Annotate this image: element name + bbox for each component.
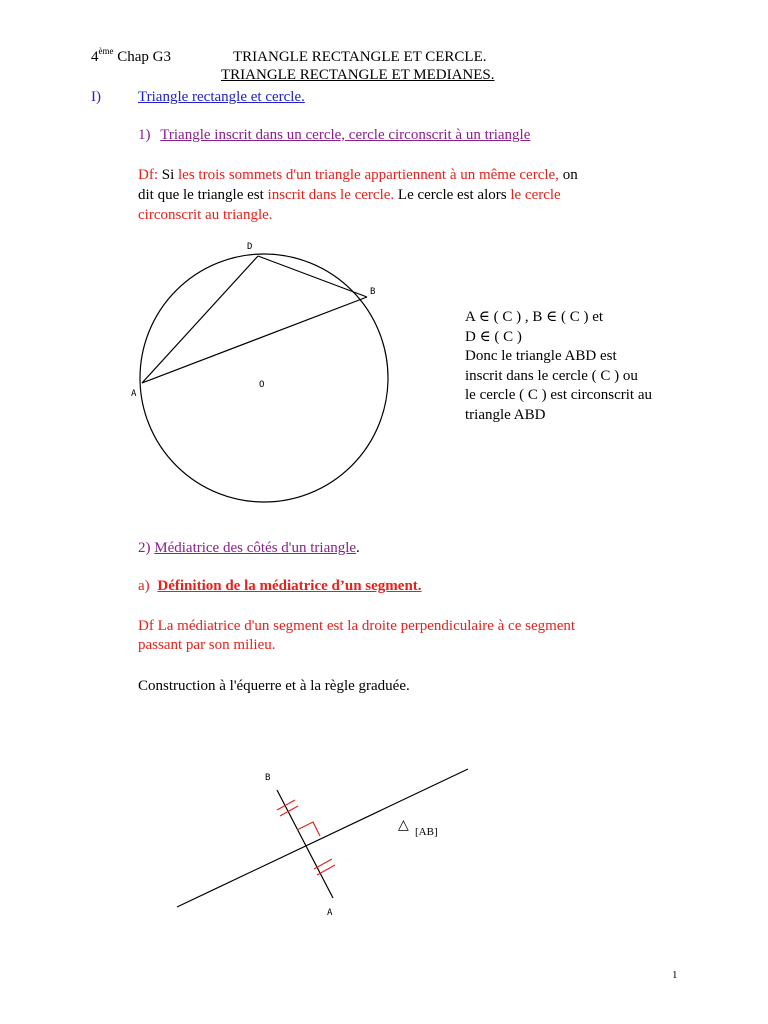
label-o: O [259,380,265,390]
subsection-a-heading: a) Définition de la médiatrice d’un segment. [138,578,422,594]
subsection2-heading: 2) Médiatrice des côtés d'un triangle. [138,540,360,556]
label-a2: A [327,908,333,918]
page-title-line2: TRIANGLE RECTANGLE ET MEDIANES. [221,67,495,83]
right-angle-mark [297,822,320,836]
section-number: I) [91,89,101,105]
delta-label: [AB] [415,826,438,838]
explanation-line1: A ∈ ( C ) , B ∈ ( C ) et [465,309,604,325]
definition2-line2: passant par son milieu. [138,637,276,653]
explanation-line2: D ∈ ( C ) [465,329,522,345]
page-number: 1 [672,969,678,981]
definition-line1: Df: Si les trois sommets d'un triangle appartiennent à un même cercle, on [138,167,578,183]
subsection-heading: 1) Triangle inscrit dans un cercle, cercle circonscrit à un triangle [138,127,531,143]
label-b: B [370,287,376,297]
explanation-line5: le cercle ( C ) est circonscrit au [465,387,652,403]
explanation-line4: inscrit dans le cercle ( C ) ou [465,368,638,384]
segment-ab [277,790,333,898]
explanation-line6: triangle ABD [465,407,546,423]
construction-text: Construction à l'équerre et à la règle graduée. [138,678,410,694]
definition2-line1: Df La médiatrice d'un segment est la droite perpendiculaire à ce segment [138,618,576,634]
label-d: D [247,242,253,252]
delta-symbol: △ [398,818,409,833]
header-chapter: 4ème Chap G3 [91,46,171,65]
definition-line3: circonscrit au triangle. [138,207,273,223]
label-b2: B [265,773,271,783]
page-title-line1: TRIANGLE RECTANGLE ET CERCLE. [233,49,487,65]
explanation-line3: Donc le triangle ABD est [465,348,617,364]
definition-line2: dit que le triangle est inscrit dans le cercle. Le cercle est alors le cercle [138,187,561,203]
section-title: Triangle rectangle et cercle. [138,89,305,105]
label-a: A [131,389,137,399]
